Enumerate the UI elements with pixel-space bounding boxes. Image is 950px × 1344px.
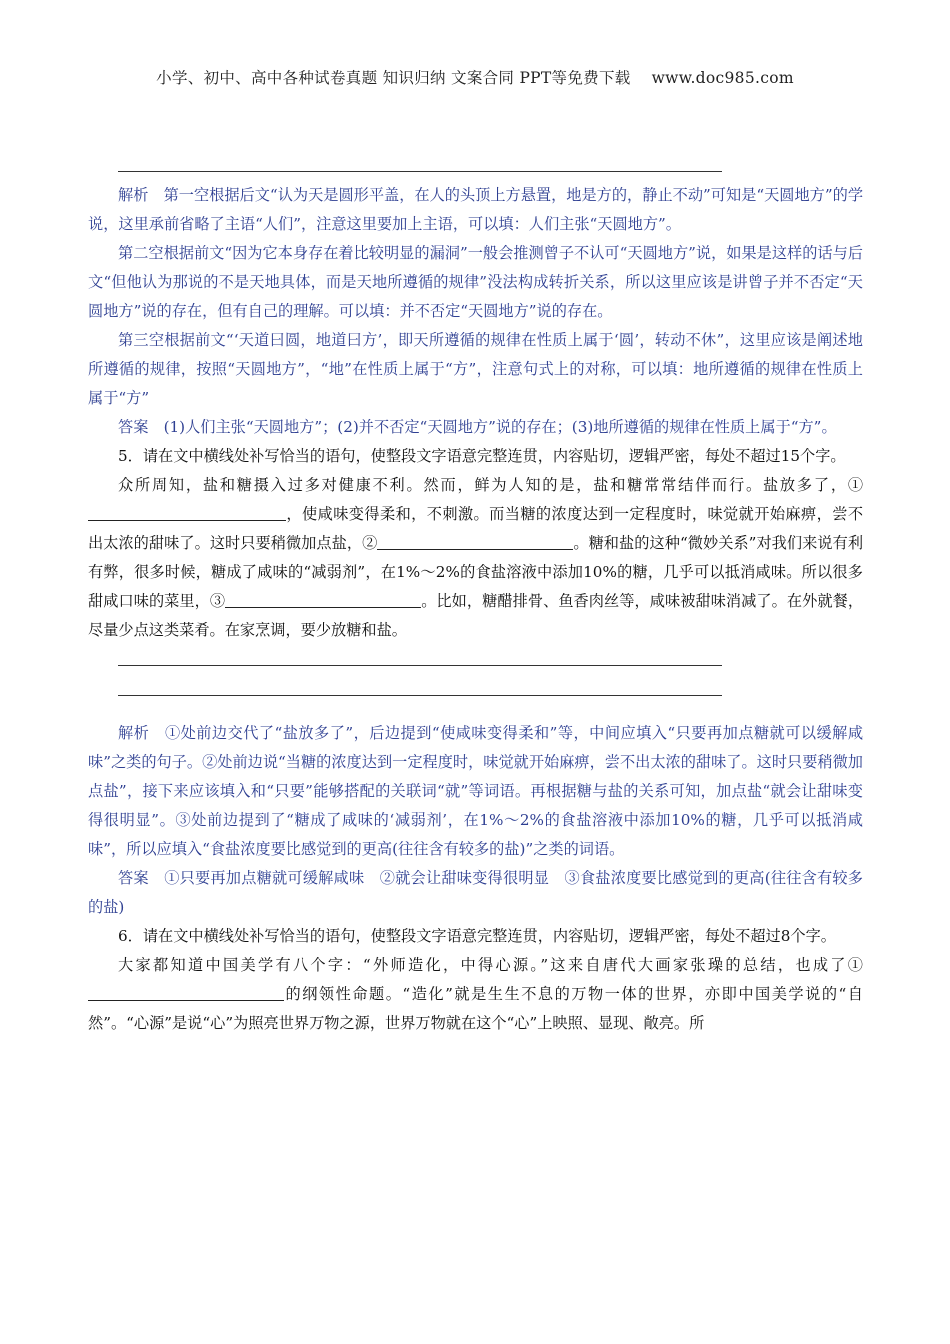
q4-analysis-p1: 解析 第一空根据后文“认为天是圆形平盖，在人的头顶上方悬置，地是方的，静止不动”可知是“天圆地方”的学说，这里承前省略了主语“人们”，注意这里要加上主语，可以填：人们主张“天圆地方”。 [88, 186, 864, 233]
blank-3[interactable] [225, 590, 421, 608]
q4-analysis-p3: 第三空根据前文“‘天道曰圆，地道曰方’，即天所遵循的规律在性质上属于‘圆’，转动不休”，这里应该是阐述地所遵循的规律，按照“天圆地方”，“地”在性质上属于“方”，注意句式上的对称，可以填：地所遵循的规律在性质上属于“方” [88, 331, 863, 407]
q5-analysis-label: 解析 [118, 724, 150, 742]
q4-analysis-p2: 第二空根据前文“因为它本身存在着比较明显的漏洞”一般会推测曾子不认可“天圆地方”说，如果是这样的话与后文“但他认为那说的不是天地具体，而是天地所遵循的规律”没法构成转折关系，所以这里应该是讲曾子并不否定“天圆地方”说的存在，但有自己的理解。可以填：并不否定“天圆地方”说的存在。 [88, 244, 863, 320]
answer-line [118, 171, 722, 172]
blank-2[interactable] [377, 532, 573, 550]
q4-analysis-label: 解析 [118, 186, 149, 204]
q4-answer: 答案 (1)人们主张“天圆地方”；(2)并不否定“天圆地方”说的存在；(3)地所遵循的规律在性质上属于“方”。 [118, 418, 837, 436]
q6-passage: 大家都知道中国美学有八个字：“外师造化，中得心源。”这来自唐代大画家张璪的总结，也成了①的纲领性命题。“造化”就是生生不息的万物一体的世界，亦即中国美学说的“自然”。“心源”是说“心”为照亮世界万物之源，世界万物就在这个“心”上映照、显现、敞亮。所 [88, 956, 863, 1032]
q5-answer: 答案 ①只要再加点糖就可缓解咸味 ②就会让甜味变得很明显 ③食盐浓度要比感觉到的更高(往往含有较多的盐) [88, 869, 863, 916]
q5-analysis: 解析 ①处前边交代了“盐放多了”，后边提到“使咸味变得柔和”等，中间应填入“只要再加点糖就可以缓解咸味”之类的句子。②处前边说“当糖的浓度达到一定程度时，味觉就开始麻痹，尝不出太浓的甜味了。这时只要稍微加点盐”，接下来应该填入和“只要”能够搭配的关联词“就”等词语。再根据糖与盐的关系可知，加点盐“就会让甜味变得很明显”。③处前边提到了“糖成了咸味的‘减弱剂’，在1%～2%的食盐溶液中添加10%的糖，几乎可以抵消咸味”，所以应填入“食盐浓度要比感觉到的更高(往往含有较多的盐)”之类的词语。 [88, 724, 864, 858]
q4-answer-label: 答案 [118, 418, 149, 436]
q6-question: 6．请在文中横线处补写恰当的语句，使整段文字语意完整连贯，内容贴切，逻辑严密，每处不超过8个字。 [118, 927, 836, 945]
q5-passage: 众所周知，盐和糖摄入过多对健康不利。然而，鲜为人知的是，盐和糖常常结伴而行。盐放多了，①，使咸味变得柔和，不刺激。而当糖的浓度达到一定程度时，味觉就开始麻痹，尝不出太浓的甜味了。这时只要稍微加点盐，② 。糖和盐的这种“微妙关系”对我们来说有利有弊，很多时候，糖成了咸味的“减弱剂”，在1%～2%的食盐溶液中添加10%的糖，几乎可以抵消咸味。所以很多甜咸口味的菜里，③ 。比如，糖醋排骨、鱼香肉丝等，咸味被甜味消减了。在外就餐，尽量少点这类菜肴。在家烹调，要少放糖和盐。 [88, 476, 864, 639]
page-header: 小学、初中、高中各种试卷真题 知识归纳 文案合同 PPT等免费下载 www.doc985.com [156, 69, 794, 87]
q5-question: 5．请在文中横线处补写恰当的语句，使整段文字语意完整连贯，内容贴切，逻辑严密，每处不超过15个字。 [118, 447, 846, 465]
answer-line [118, 695, 722, 696]
blank-1[interactable] [88, 983, 284, 1001]
answer-lines [88, 645, 863, 719]
answer-line [118, 665, 722, 666]
blank-1[interactable] [88, 503, 286, 521]
q5-answer-label: 答案 [118, 869, 149, 887]
document-body [88, 181, 863, 1038]
